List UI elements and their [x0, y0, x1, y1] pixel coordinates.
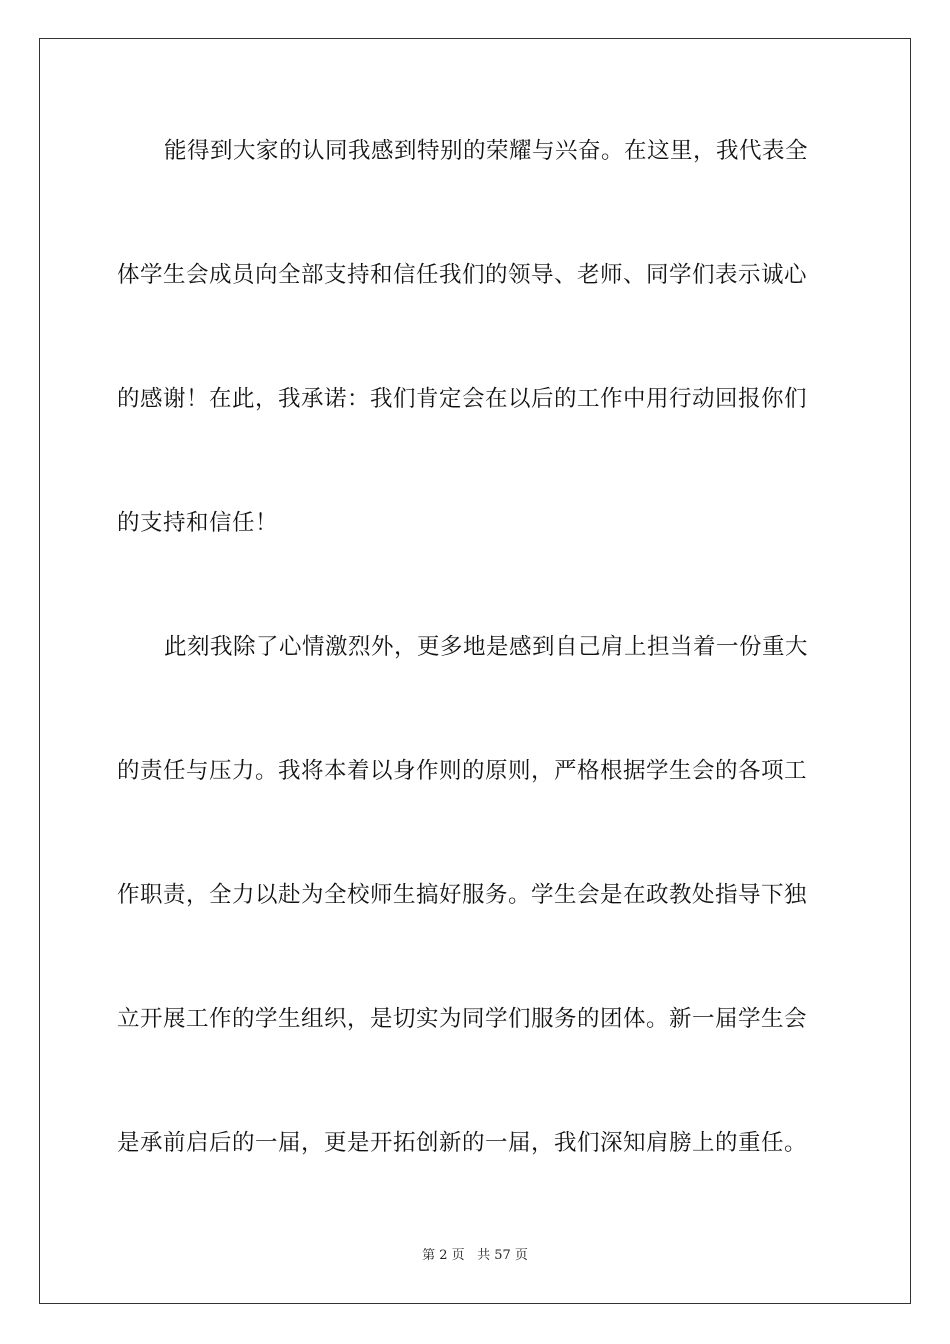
total-pages: 共 57 页 [477, 1248, 528, 1263]
footer-spacer [465, 1248, 477, 1263]
page-number: 第 2 页 [422, 1248, 465, 1263]
page-footer [0, 1247, 950, 1265]
paragraph-1-line-2: 体学生会成员向全部支持和信任我们的领导、老师、同学们表示诚心 [117, 262, 808, 288]
paragraph-2-line-1: 此刻我除了心情激烈外，更多地是感到自己肩上担当着一份重大 [164, 634, 809, 660]
page-border [39, 38, 911, 1304]
paragraph-2-line-4: 立开展工作的学生组织，是切实为同学们服务的团体。新一届学生会 [117, 1006, 808, 1032]
paragraph-2-line-3: 作职责，全力以赴为全校师生搞好服务。学生会是在政教处指导下独 [117, 882, 808, 908]
paragraph-2-line-2: 的责任与压力。我将本着以身作则的原则，严格根据学生会的各项工 [117, 758, 808, 784]
paragraph-1-line-4: 的支持和信任！ [117, 510, 279, 536]
paragraph-2-line-5: 是承前启后的一届，更是开拓创新的一届，我们深知肩膀上的重任。 [117, 1130, 808, 1156]
paragraph-1-line-1: 能得到大家的认同我感到特别的荣耀与兴奋。在这里，我代表全 [164, 138, 809, 164]
paragraph-1-line-3: 的感谢！在此，我承诺：我们肯定会在以后的工作中用行动回报你们 [117, 386, 808, 412]
